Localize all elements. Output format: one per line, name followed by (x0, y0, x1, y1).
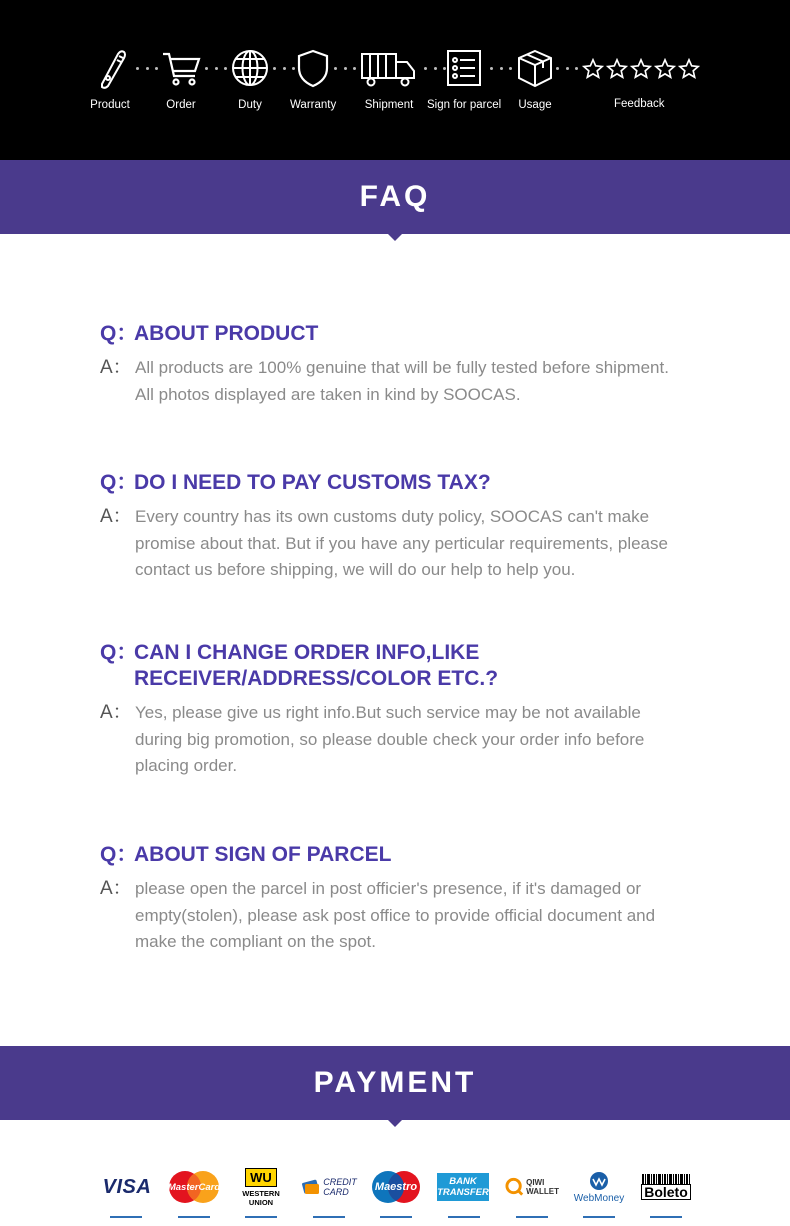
visa-logo: VISA (102, 1175, 152, 1198)
faq-answer (100, 355, 700, 408)
logo-underline (380, 1216, 412, 1218)
faq-question (100, 640, 700, 692)
logo-underline (245, 1216, 277, 1218)
shield-icon (291, 46, 335, 90)
answer-prefix: A： (100, 878, 132, 899)
answer-prefix: A： (100, 506, 132, 527)
step-label: Product (90, 99, 130, 111)
logo-underline (110, 1216, 142, 1218)
question-text: ABOUT PRODUCT (134, 322, 319, 345)
payment-methods (0, 1165, 790, 1215)
question-prefix: Q： (100, 322, 138, 345)
faq-item (100, 842, 700, 956)
banner-notch (388, 1120, 402, 1127)
faq-answer (100, 700, 700, 780)
answer-text: Every country has its own customs duty policy, SOOCAS can't make promise about that. But if you have any perticular requirements, please contact us before shipping, we will do our help to help you. (135, 507, 668, 579)
step-label: Warranty (290, 99, 337, 111)
connector-dots (334, 65, 356, 71)
logo-underline (178, 1216, 210, 1218)
faq-question (100, 321, 700, 347)
cart-icon (159, 46, 203, 90)
webmoney-globe-icon (588, 1170, 610, 1192)
qiwi-icon (505, 1177, 524, 1197)
connector-dots (556, 65, 578, 71)
globe-icon (228, 46, 272, 90)
barcode-icon (642, 1174, 690, 1184)
faq-title: FAQ (359, 180, 431, 213)
faq-answer (100, 504, 700, 584)
question-text: CAN I CHANGE ORDER INFO,LIKE RECEIVER/ADDRESS/COLOR ETC.? (134, 641, 499, 690)
step-label: Feedback (614, 98, 665, 110)
toothbrush-icon (88, 46, 132, 90)
logo-underline (583, 1216, 615, 1218)
question-text: DO I NEED TO PAY CUSTOMS TAX? (134, 471, 491, 494)
answer-prefix: A： (100, 357, 132, 378)
answer-text: Yes, please give us right info.But such service may be not available during big promotion, so please double check your order info before placing order. (135, 703, 645, 775)
step-label: Duty (238, 99, 262, 111)
connector-dots (490, 65, 512, 71)
question-prefix: Q： (100, 471, 138, 494)
step-shipment (360, 46, 418, 111)
credit-card-logo: CREDIT CARD (298, 1165, 360, 1209)
faq-item (100, 321, 700, 408)
step-label: Sign for parcel (427, 99, 502, 111)
question-prefix: Q： (100, 641, 138, 664)
faq-item (100, 640, 700, 780)
question-text: ABOUT SIGN OF PARCEL (134, 843, 392, 866)
answer-text: All products are 100% genuine that will be fully tested before shipment. All photos displayed are taken in kind by SOOCAS. (135, 358, 669, 404)
connector-dots (205, 65, 227, 71)
faq-answer (100, 876, 700, 956)
logo-underline (313, 1216, 345, 1218)
question-prefix: Q： (100, 843, 138, 866)
process-bar (0, 0, 790, 160)
step-product (88, 46, 132, 111)
payment-title: PAYMENT (313, 1066, 477, 1099)
credit-card-icon (301, 1177, 321, 1197)
step-order (159, 46, 203, 111)
box-icon (513, 46, 557, 90)
mastercard-logo: MasterCard (167, 1165, 221, 1209)
logo-underline (516, 1216, 548, 1218)
payment-banner (0, 1046, 790, 1120)
step-duty (228, 46, 272, 111)
step-warranty (290, 46, 336, 111)
star-icon (606, 58, 628, 80)
star-icon (630, 58, 652, 80)
step-sign-for-parcel (427, 46, 501, 111)
truck-icon (360, 46, 418, 90)
faq-question (100, 842, 700, 868)
faq-question (100, 470, 700, 496)
star-icon (678, 58, 700, 80)
checklist-icon (442, 46, 486, 90)
connector-dots (136, 65, 158, 71)
answer-text: please open the parcel in post officier's presence, if it's damaged or empty(stolen), please ask post office to provide official document and make the compliant on the spot. (135, 879, 656, 951)
bank-transfer-logo: BANK TRANSFER (436, 1165, 490, 1209)
faq-item (100, 470, 700, 584)
star-icon (654, 58, 676, 80)
step-label: Usage (518, 99, 552, 111)
faq-banner (0, 160, 790, 234)
step-label: Order (166, 99, 196, 111)
banner-notch (388, 234, 402, 241)
logo-underline (650, 1216, 682, 1218)
boleto-logo: Boleto (640, 1165, 692, 1209)
stars-icon (582, 58, 700, 80)
star-icon (582, 58, 604, 80)
maestro-logo: Maestro (370, 1165, 422, 1209)
logo-underline (448, 1216, 480, 1218)
western-union-logo: WU WESTERN UNION (242, 1169, 280, 1207)
answer-prefix: A： (100, 702, 132, 723)
qiwi-wallet-logo: QIWI WALLET (505, 1165, 559, 1209)
step-label: Shipment (364, 99, 414, 111)
step-usage (513, 46, 557, 111)
webmoney-logo: WebMoney (571, 1165, 627, 1209)
